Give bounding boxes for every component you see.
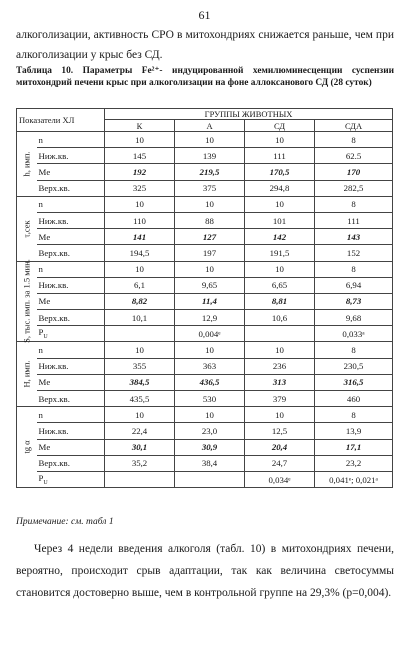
table-cell: 384,5 [105, 374, 175, 390]
table-cell [105, 471, 175, 487]
row-group-label-text: τ,сек [21, 219, 32, 238]
table-cell: 10 [175, 132, 245, 148]
table-row [17, 391, 393, 407]
table-cell: 191,5 [245, 245, 315, 261]
table-cell: 192 [105, 164, 175, 180]
table-row [17, 261, 393, 277]
table-cell [245, 326, 315, 342]
indicator-header: Показатели ХЛ [17, 109, 105, 132]
table-cell: 30,1 [105, 439, 175, 455]
table-cell: 355 [105, 358, 175, 374]
table-cell: 12,5 [245, 423, 315, 439]
table-cell: 230,5 [315, 358, 393, 374]
table-row [17, 374, 393, 390]
row-stat-label: n [37, 132, 105, 148]
table-row [17, 245, 393, 261]
row-group-label-text: H, имп. [21, 360, 32, 388]
table-cell: 460 [315, 391, 393, 407]
table-cell: 111 [245, 148, 315, 164]
table-row [17, 212, 393, 228]
row-stat-label: Верх.кв. [37, 245, 105, 261]
table-cell: 170 [315, 164, 393, 180]
table-cell: 316,5 [315, 374, 393, 390]
table-cell: 139 [175, 148, 245, 164]
table-title: Таблица 10. Параметры Fe²⁺- индуцированной хемилюминесценции суспензии митохондрий печени крыс при алкоголизации на фоне аллоксанового СД (28 суток) [16, 66, 394, 88]
table-cell: 142 [245, 229, 315, 245]
table-row [17, 407, 393, 423]
table-cell: 8,82 [105, 293, 175, 309]
table-cell: 38,4 [175, 455, 245, 471]
table-cell: 10 [245, 342, 315, 358]
row-group-label-text: S, тыс. имп. за 1.5 мин. [21, 259, 32, 344]
row-stat-label: Ниж.кв. [37, 148, 105, 164]
table-row [17, 196, 393, 212]
table-cell: 436,5 [175, 374, 245, 390]
row-stat-label: Me [37, 439, 105, 455]
row-stat-label: Ниж.кв. [37, 423, 105, 439]
table-cell: 219,5 [175, 164, 245, 180]
table-cell: 9,65 [175, 277, 245, 293]
table-cell: 10,1 [105, 310, 175, 326]
row-stat-label: Верх.кв. [37, 180, 105, 196]
row-stat-label: Me [37, 229, 105, 245]
table-cell: 236 [245, 358, 315, 374]
table-cell: 10 [105, 407, 175, 423]
table-cell: 30,9 [175, 439, 245, 455]
table-cell: 8 [315, 132, 393, 148]
table-cell [105, 326, 175, 342]
row-stat-label: Me [37, 164, 105, 180]
table-cell: 101 [245, 212, 315, 228]
table-cell: 12,9 [175, 310, 245, 326]
table-cell: 0,041ᵉ; 0,021ᵃ [315, 471, 393, 487]
table-cell: 127 [175, 229, 245, 245]
body-paragraph: Через 4 недели введения алкоголя (табл. 10) в митохондриях печени, вероятно, происходит срыв адаптации, так как величина светосуммы становится достоверно выше, чем в контрольной группе на 29,3% (р=0,004). [16, 543, 394, 599]
column-header-sda: СДА [315, 120, 393, 132]
table-cell: 8 [315, 342, 393, 358]
table-cell: 110 [105, 212, 175, 228]
table-cell: 530 [175, 391, 245, 407]
table-cell: 10 [245, 407, 315, 423]
table-cell: 145 [105, 148, 175, 164]
table-row [17, 423, 393, 439]
table-cell: 24,7 [245, 455, 315, 471]
page-number: 61 [198, 8, 211, 22]
table-cell: 10 [105, 132, 175, 148]
column-header-k: К [105, 120, 175, 132]
table-cell: 313 [245, 374, 315, 390]
table-note: Примечание: см. табл 1 [16, 517, 114, 527]
row-stat-label: Ниж.кв. [37, 212, 105, 228]
table-cell: 10 [175, 196, 245, 212]
table-cell: 294,8 [245, 180, 315, 196]
table-cell [175, 471, 245, 487]
row-stat-label: Me [37, 293, 105, 309]
table-cell: 22,4 [105, 423, 175, 439]
row-group-label [17, 407, 37, 488]
table-cell: 8 [315, 407, 393, 423]
row-group-label [17, 196, 37, 261]
table-cell: 11,4 [175, 293, 245, 309]
table-cell: 8,81 [245, 293, 315, 309]
table-cell: 0,034ᵉ [245, 471, 315, 487]
row-stat-label: n [37, 342, 105, 358]
row-group-label [17, 261, 37, 342]
table-cell: 363 [175, 358, 245, 374]
table-cell: 20,4 [245, 439, 315, 455]
table-row [17, 229, 393, 245]
table-cell: 8 [315, 261, 393, 277]
table-cell: 0,033ᵃ [315, 326, 393, 342]
table-cell: 8 [315, 196, 393, 212]
row-stat-label: Верх.кв. [37, 455, 105, 471]
table-row [17, 132, 393, 148]
table-cell: 17,1 [315, 439, 393, 455]
table-row [17, 148, 393, 164]
intro-paragraph: алкоголизации, активность СРО в митохондриях снижается раньше, чем при алкоголизации у крыс без СД. [16, 29, 394, 61]
table-cell: 10 [245, 132, 315, 148]
table-cell: 6,65 [245, 277, 315, 293]
table-cell: 435,5 [105, 391, 175, 407]
row-stat-label: Me [37, 374, 105, 390]
row-stat-label: $P_U$ [37, 471, 105, 487]
table-cell: 0,004ᵉ [175, 326, 245, 342]
table-cell: 152 [315, 245, 393, 261]
table-cell: 143 [315, 229, 393, 245]
table-cell: 325 [105, 180, 175, 196]
table-cell: 8,73 [315, 293, 393, 309]
table-row [17, 439, 393, 455]
table-cell: 23,0 [175, 423, 245, 439]
table-cell: 10,6 [245, 310, 315, 326]
table-row [17, 310, 393, 326]
row-stat-label: $P_U$ [37, 326, 105, 342]
table-cell: 10 [245, 261, 315, 277]
row-group-label [17, 342, 37, 407]
table-row [17, 326, 393, 342]
row-stat-label: Ниж.кв. [37, 358, 105, 374]
table-row [17, 180, 393, 196]
table-cell: 141 [105, 229, 175, 245]
table-cell: 10 [175, 407, 245, 423]
table-cell: 197 [175, 245, 245, 261]
table-cell: 13,9 [315, 423, 393, 439]
table-cell: 379 [245, 391, 315, 407]
table-cell: 10 [175, 342, 245, 358]
row-stat-label: n [37, 407, 105, 423]
table-cell: 10 [105, 342, 175, 358]
table-cell: 23,2 [315, 455, 393, 471]
table-cell: 282,5 [315, 180, 393, 196]
row-stat-label: Верх.кв. [37, 310, 105, 326]
table-row [17, 358, 393, 374]
table-cell: 6,94 [315, 277, 393, 293]
table-cell: 10 [105, 261, 175, 277]
row-group-label-text: tg α [21, 440, 32, 454]
table-cell: 6,1 [105, 277, 175, 293]
table-body [17, 132, 393, 488]
table-cell: 10 [105, 196, 175, 212]
column-header-a: А [175, 120, 245, 132]
table-cell: 88 [175, 212, 245, 228]
table-cell: 10 [245, 196, 315, 212]
row-group-label-text: h, имп. [21, 151, 32, 177]
table-cell: 35,2 [105, 455, 175, 471]
table-row [17, 342, 393, 358]
table-cell: 10 [175, 261, 245, 277]
row-group-label [17, 132, 37, 197]
row-stat-label: Верх.кв. [37, 391, 105, 407]
table-row [17, 277, 393, 293]
table-row [17, 293, 393, 309]
table-cell: 375 [175, 180, 245, 196]
table-row [17, 471, 393, 487]
table-cell: 111 [315, 212, 393, 228]
row-stat-label: n [37, 196, 105, 212]
row-stat-label: n [37, 261, 105, 277]
table-row [17, 455, 393, 471]
groups-header: ГРУППЫ ЖИВОТНЫХ [105, 109, 393, 120]
table-cell: 9,68 [315, 310, 393, 326]
table-row [17, 164, 393, 180]
chemiluminescence-table [16, 108, 393, 488]
row-stat-label: Ниж.кв. [37, 277, 105, 293]
table-cell: 194,5 [105, 245, 175, 261]
table-cell: 62.5 [315, 148, 393, 164]
column-header-sd: СД [245, 120, 315, 132]
table-cell: 170,5 [245, 164, 315, 180]
